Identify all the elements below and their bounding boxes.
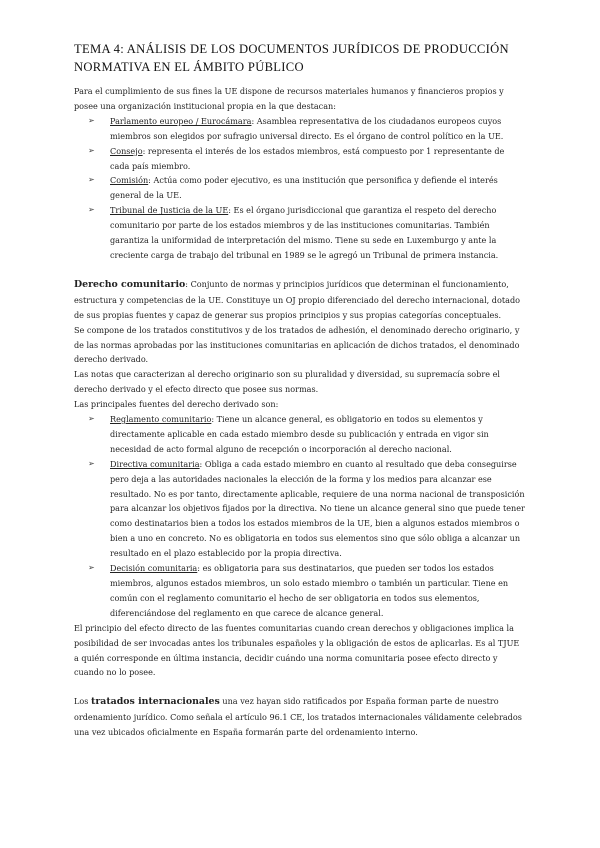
page-title: TEMA 4: ANÁLISIS DE LOS DOCUMENTOS JURÍDICOS DE PRODUCCIÓN NORMATIVA EN EL ÁMBITO PÚBLICO (74, 42, 509, 74)
derecho-term: Derecho comunitario (74, 278, 186, 290)
list-item (74, 144, 526, 174)
item-text: : Asamblea representativa de los ciudadanos europeos cuyos miembros son elegidos por sufragio universal directo. Es el órgano de control político en la UE. (110, 115, 504, 141)
list-item (74, 561, 526, 621)
item-text: : Es el órgano jurisdiccional que garantiza el respeto del derecho comunitario por parte de los estados miembros y de las instituciones comunitarias. También garantiza la uniformidad de interpretación del mismo. Tiene su sede en Luxemburgo y ante la creciente carga de trabajo del tribunal en 1989 se le agregó un Tribunal de primera instancia. (110, 205, 499, 260)
item-term: Tribunal de Justicia de la UE (110, 205, 229, 216)
derecho-paragraph-2: Se compone de los tratados constitutivos y de los tratados de adhesión, el denominado derecho originario, y de las normas aprobadas por las instituciones comunitarias en aplicación de dichos tratados, el denominado derecho derivado. (74, 324, 520, 365)
list-item (74, 457, 526, 561)
arrow-bullet-icon: ➢ (88, 414, 95, 424)
list-item (74, 412, 526, 457)
list-item (74, 114, 526, 144)
derecho-paragraph-3: Las notas que caracterizan al derecho originario son su pluralidad y diversidad, su supremacía sobre el derecho derivado y el efecto directo que posee sus normas. (74, 369, 500, 395)
item-term: Decisión comunitaria (110, 563, 198, 574)
list-item (74, 203, 526, 263)
tratados-paragraph: Los tratados internacionales una vez hayan sido ratificados por España forman parte de nuestro ordenamiento jurídico. Como señala el artículo 96.1 CE, los tratados internacionales válidamente celebrados una vez ubicados oficialmente en España formarán parte del ordenamiento interno. (74, 696, 522, 738)
arrow-bullet-icon: ➢ (88, 458, 95, 468)
intro-paragraph: Para el cumplimiento de sus fines la UE dispone de recursos materiales humanos y financieros propios y posee una organización institucional propia en la que destacan: (74, 86, 504, 111)
derecho-paragraph-4: Las principales fuentes del derecho derivado son: (74, 399, 279, 410)
arrow-bullet-icon: ➢ (88, 205, 95, 215)
item-text: : Actúa como poder ejecutivo, es una institución que personifica y defiende el interés general de la UE. (110, 175, 498, 201)
arrow-bullet-icon: ➢ (88, 175, 95, 185)
item-term: Parlamento europeo / Eurocámara (110, 115, 252, 126)
arrow-bullet-icon: ➢ (88, 145, 95, 155)
item-text: : Obliga a cada estado miembro en cuanto al resultado que deba conseguirse pero deja a las autoridades nacionales la elección de la forma y los medios para alcanzar ese resultado. No es por tanto, directamente aplicable, requiere de una norma nacional de transposición para alcanzar los objetivos fijados por la directiva. No tiene un alcance general sino que puede tener como destinatarios bien a todos los estados miembros de la UE, bien a algunos estados miembros o bien a uno en concreto. No es obligatoria en todos sus elementos sino que sólo obliga a alcanzar un resultado en el plazo establecido por la propia directiva. (110, 458, 525, 559)
fuentes-list (74, 412, 526, 621)
item-text: : representa el interés de los estados miembros, está compuesto por 1 representante de cada país miembro. (110, 145, 505, 171)
item-text: : Tiene un alcance general, es obligatorio en todos su elementos y directamente aplicable en cada estado miembro desde su publicación y entrada en vigor sin necesidad de acto formal alguno de recepción o incorporación al derecho nacional. (110, 414, 489, 454)
derecho-definition: Derecho comunitario: Conjunto de normas y principios jurídicos que determinan el funcionamiento, estructura y competencias de la UE. Constituye un OJ propio diferenciado del derecho internacional, dotado de sus propias fuentes y capaz de generar sus propios principios y sus propias categorías conceptuales. (74, 278, 520, 320)
item-text: : es obligatoria para sus destinatarios, que pueden ser todos los estados miembros, algunos estados miembros, un solo estado miembro o también un particular. Tiene en común con el reglamento comunitario el hecho de ser obligatoria en todos sus elementos, diferenciándose del reglamento en que carece de alcance general. (110, 563, 509, 618)
arrow-bullet-icon: ➢ (88, 115, 95, 125)
item-term: Directiva comunitaria (110, 458, 200, 469)
item-term: Comisión (110, 175, 149, 186)
item-term: Consejo (110, 145, 143, 156)
tratados-term: tratados internacionales (90, 696, 220, 708)
item-term: Reglamento comunitario (110, 414, 212, 425)
efecto-directo-paragraph: El principio del efecto directo de las fuentes comunitarias cuando crean derechos y obligaciones implica la posibilidad de ser invocadas antes los tribunales españoles y la obligación de estos de aplicarlas. Es al TJUE a quién corresponde en última instancia, decidir cuándo una norma comunitaria posee efecto directo y cuando no lo posee. (74, 622, 520, 678)
list-item (74, 173, 526, 203)
institutions-list (74, 114, 526, 263)
arrow-bullet-icon: ➢ (88, 563, 95, 573)
